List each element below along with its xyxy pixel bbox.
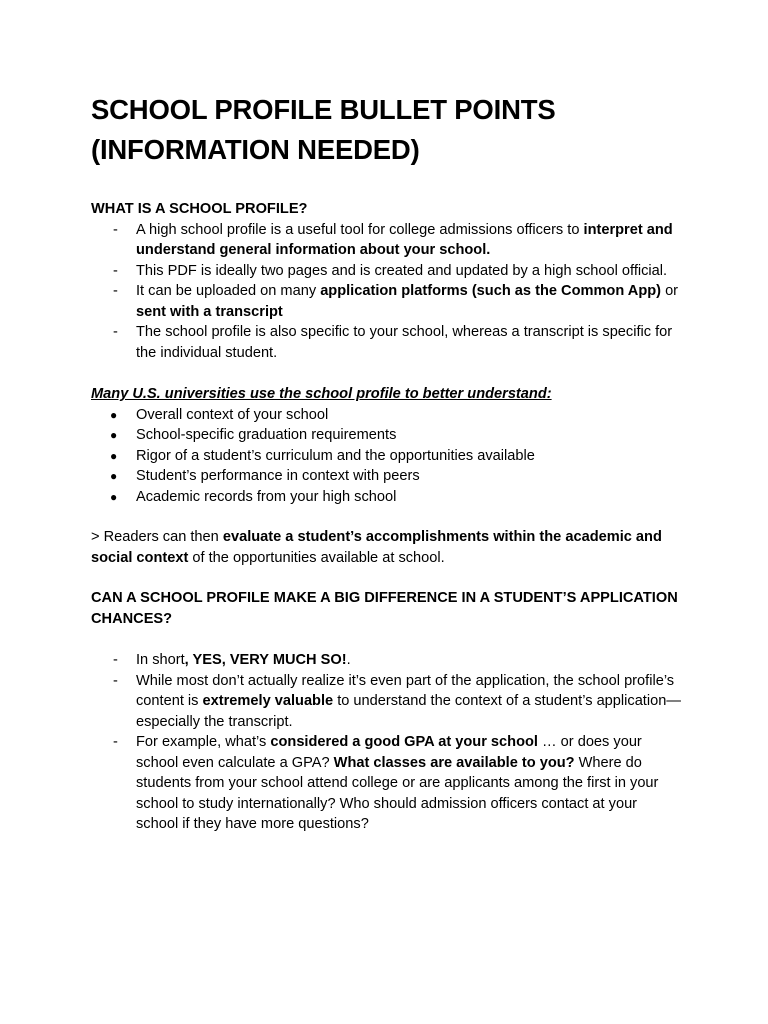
list-item: ● Student’s performance in context with peers (91, 466, 681, 487)
bullet-marker: ● (110, 448, 118, 463)
bullet-marker: ● (110, 489, 118, 504)
title-line-1: SCHOOL PROFILE BULLET POINTS (91, 94, 556, 125)
bullet-marker: ● (110, 407, 118, 422)
list-item: - This PDF is ideally two pages and is created and updated by a high school official. (91, 261, 681, 282)
list-item: - For example, what’s considered a good GPA at your school … or does your school even calculate a GPA? What classes are available to you? Where do students from your school attend college or are applicants among the first in your school to study internationally? Who should admission officers contact at your school if they have more questions? (113, 734, 659, 832)
section-heading-difference: CAN A SCHOOL PROFILE MAKE A BIG DIFFERENCE IN A STUDENT’S APPLICATION CHANCES? (91, 590, 678, 627)
bullet-marker: ● (110, 428, 118, 442)
list-item: ● Academic records from your high school (91, 487, 681, 508)
list-item: - While most don’t actually realize it’s even part of the application, the school profile’s content is extremely valuable to understand the context of a student’s application— especially the transcript. (113, 672, 681, 730)
section-heading-what-is: WHAT IS A SCHOOL PROFILE? (91, 201, 308, 217)
document-body (91, 90, 681, 835)
dash-marker: - (113, 672, 118, 689)
list-item: - The school profile is also specific to your school, whereas a transcript is specific for the individual student. (113, 324, 673, 361)
dash-marker: - (113, 652, 118, 668)
list-item: - It can be uploaded on many application platforms (such as the Common App) or sent with a transcript (113, 283, 679, 320)
readers-paragraph: > Readers can then evaluate a student’s accomplishments within the academic and social context of the opportunities available at school. (91, 529, 662, 566)
dash-marker: - (113, 324, 118, 340)
list-item: - A high school profile is a useful tool for college admissions officers to interpret and understand general information about your school. (113, 221, 673, 258)
dash-marker: - (113, 283, 118, 299)
dash-marker: - (113, 734, 118, 750)
list-item: ● Rigor of a student’s curriculum and the opportunities available (91, 446, 681, 467)
list-item: ● School-specific graduation requirements (91, 425, 681, 446)
dash-marker: - (113, 221, 118, 238)
difference-list (91, 650, 681, 835)
what-is-list (91, 220, 681, 364)
bullet-marker: ● (110, 469, 118, 483)
universities-subheading: Many U.S. universities use the school profile to better understand: (91, 386, 552, 402)
list-item: - In short, YES, VERY MUCH SO!. (91, 650, 681, 671)
universities-list (91, 405, 681, 508)
document-title (91, 90, 681, 170)
dash-marker: - (113, 262, 118, 279)
title-line-2: (INFORMATION NEEDED) (91, 134, 420, 165)
list-item: ● Overall context of your school (91, 405, 681, 426)
